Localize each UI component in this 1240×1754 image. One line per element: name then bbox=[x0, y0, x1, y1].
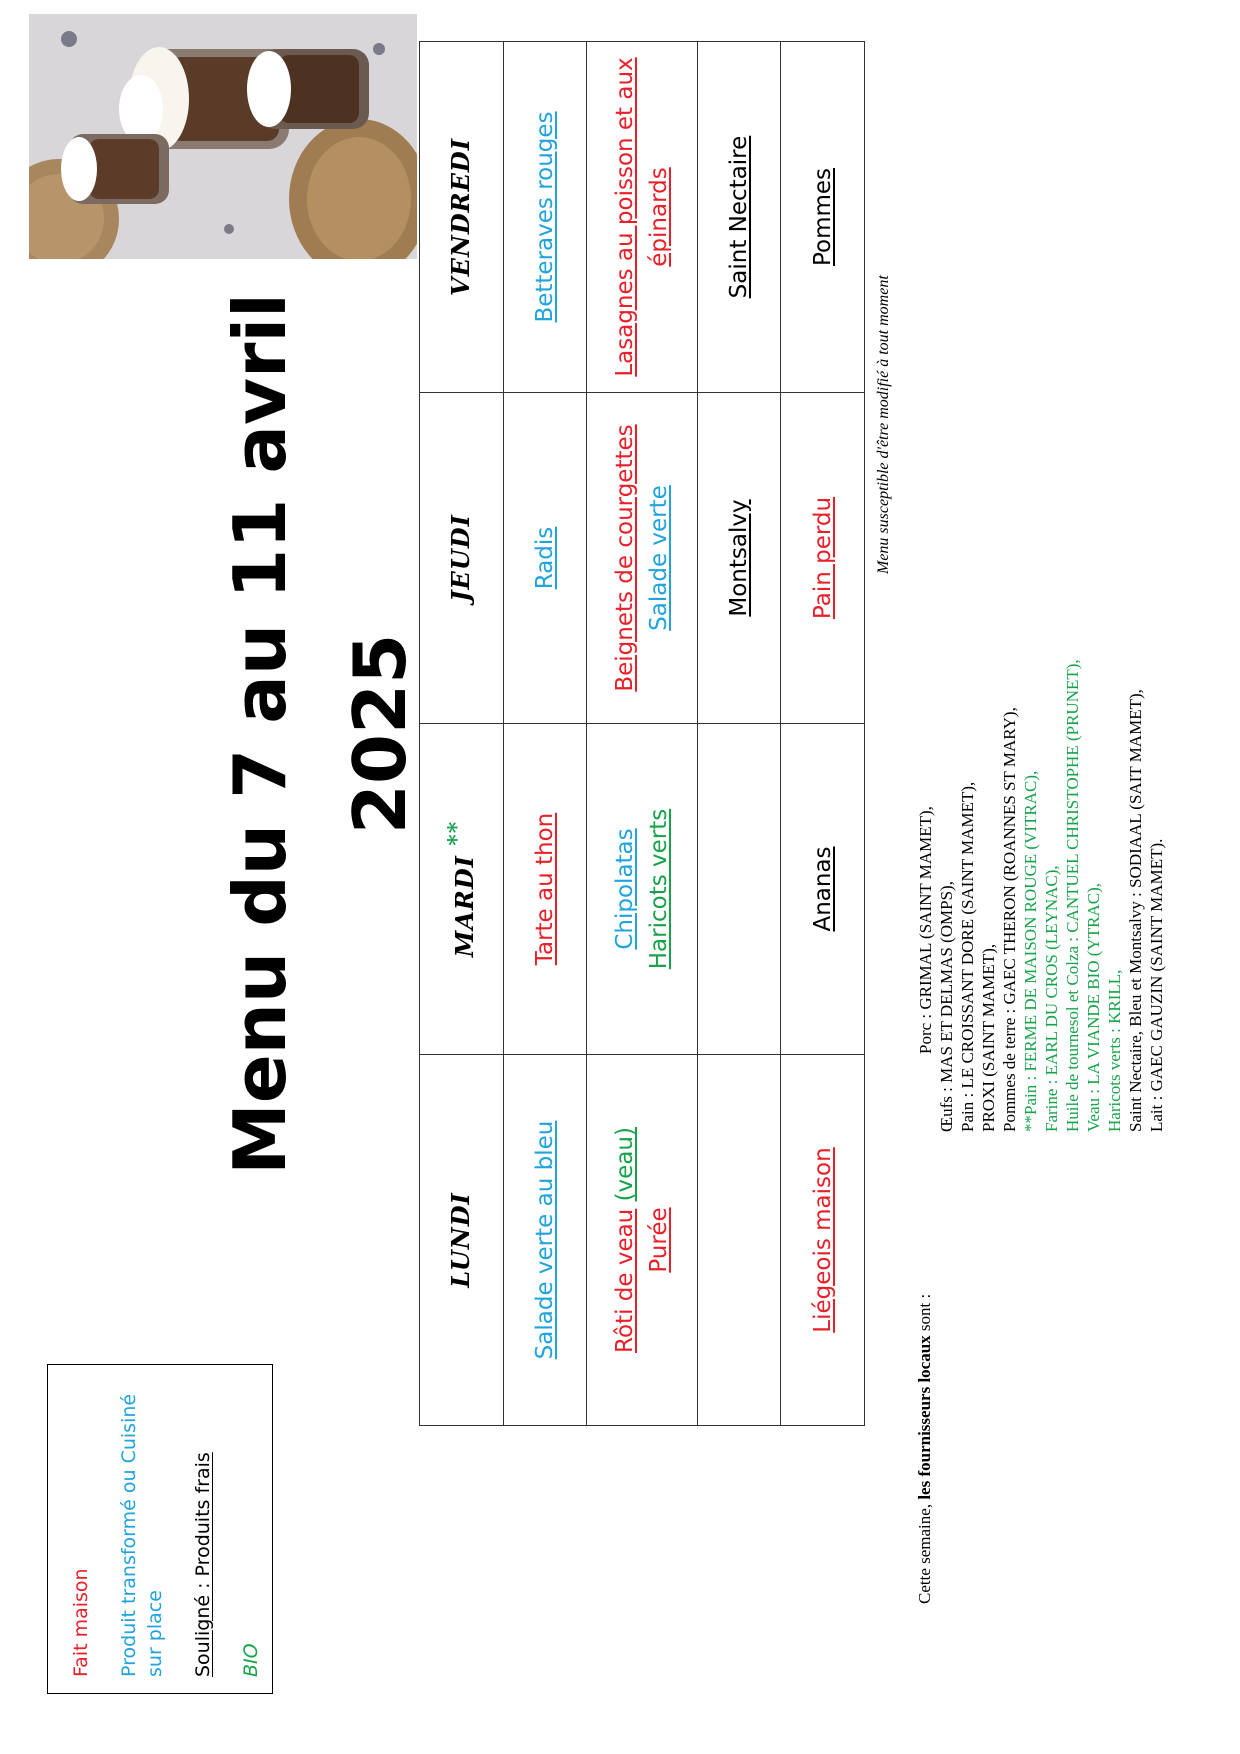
fromage-jeudi-text: Montsalvy bbox=[725, 499, 752, 617]
fromage-vendredi-text: Saint Nectaire bbox=[725, 135, 752, 299]
dessert-vendredi-text: Pommes bbox=[809, 167, 836, 267]
supplier-pain-bio: **Pain : FERME DE MAISON ROUGE (VITRAC), bbox=[1021, 770, 1040, 1132]
plat-lundi-veau: (veau) bbox=[611, 1127, 638, 1202]
dessert-lundi bbox=[781, 1055, 865, 1426]
supplier-oeufs: Œufs : MAS ET DELMAS (OMPS), bbox=[937, 881, 956, 1132]
title-line-1: Menu du 7 au 11 avril bbox=[218, 293, 302, 1175]
plat-jeudi-beignets: Beignets de courgettes bbox=[611, 424, 638, 692]
row-days bbox=[420, 42, 504, 1426]
row-desserts bbox=[781, 42, 865, 1426]
fromage-jeudi bbox=[697, 393, 781, 724]
entree-vendredi-text: Betteraves rouges bbox=[532, 111, 559, 323]
page-title bbox=[200, 234, 440, 1234]
plat-lundi-roti: Rôti de veau bbox=[611, 1208, 638, 1353]
plat-jeudi bbox=[587, 393, 697, 724]
supplier-pain: Pain : LE CROISSANT DORE (SAINT MAMET), bbox=[958, 781, 977, 1132]
supplier-porc: Porc : GRIMAL (SAINT MAMET), bbox=[916, 806, 935, 1054]
legend-produit-transforme: Produit transformé ou Cuisiné sur place bbox=[118, 1393, 166, 1677]
legend-bio: BIO bbox=[240, 1643, 262, 1677]
entree-jeudi-text: Radis bbox=[532, 526, 559, 590]
supplier-haricots: Haricots verts : KRILL, bbox=[1105, 969, 1124, 1132]
row-entrees bbox=[503, 42, 587, 1426]
dessert-mardi-text: Ananas bbox=[809, 846, 836, 932]
day-mardi bbox=[420, 724, 504, 1055]
day-lundi: LUNDI bbox=[420, 1055, 504, 1426]
dessert-jeudi bbox=[781, 393, 865, 724]
legend-souligne: Souligné : Produits frais bbox=[192, 1452, 214, 1677]
legend-fait-maison: Fait maison bbox=[70, 1568, 92, 1677]
clover-icon: ** bbox=[444, 820, 471, 846]
supplier-farine: Farine : EARL DU CROS (LEYNAC), bbox=[1042, 865, 1061, 1132]
plat-mardi-chipolatas: Chipolatas bbox=[611, 828, 638, 950]
suppliers-list bbox=[915, 434, 1167, 1154]
suppliers-intro-a: Cette semaine, bbox=[915, 1499, 934, 1604]
entree-jeudi bbox=[503, 393, 587, 724]
plat-lundi-puree: Purée bbox=[645, 1207, 672, 1273]
supplier-pommes-de-terre: Pommes de terre : GAEC THERON (ROANNES ST MARY), bbox=[1000, 707, 1019, 1132]
row-fromages bbox=[697, 42, 781, 1426]
entree-mardi bbox=[503, 724, 587, 1055]
fromage-vendredi bbox=[697, 42, 781, 393]
plat-lundi bbox=[587, 1055, 697, 1426]
plat-mardi-haricots: Haricots verts bbox=[645, 808, 672, 970]
legend-box bbox=[47, 1364, 273, 1694]
fromage-mardi bbox=[697, 724, 781, 1055]
dessert-vendredi bbox=[781, 42, 865, 393]
day-vendredi: VENDREDI bbox=[420, 42, 504, 393]
entree-lundi bbox=[503, 1055, 587, 1426]
row-plats bbox=[587, 42, 697, 1426]
supplier-huile: Huile de tournesol et Colza : CANTUEL CHRISTOPHE (PRUNET), bbox=[1063, 659, 1082, 1132]
title-line-2: 2025 bbox=[338, 633, 422, 835]
plat-mardi bbox=[587, 724, 697, 1055]
day-mardi-label: MARDI bbox=[450, 855, 480, 958]
menu-notice: Menu susceptible d'être modifié à tout moment bbox=[875, 275, 892, 574]
plat-vendredi-text: Lasagnes au poisson et aux épinards bbox=[611, 57, 672, 377]
plat-vendredi bbox=[587, 42, 697, 393]
suppliers-intro-c: sont : bbox=[915, 1293, 934, 1336]
fromage-lundi bbox=[697, 1055, 781, 1426]
entree-vendredi bbox=[503, 42, 587, 393]
dessert-jeudi-text: Pain perdu bbox=[809, 496, 836, 620]
dessert-photo bbox=[29, 14, 417, 259]
entree-mardi-text: Tarte au thon bbox=[532, 812, 559, 966]
plat-jeudi-salade: Salade verte bbox=[645, 485, 672, 631]
chocolate-mousse-image bbox=[29, 14, 417, 259]
supplier-veau: Veau : LA VIANDE BIO (YTRAC), bbox=[1084, 883, 1103, 1132]
dessert-mardi bbox=[781, 724, 865, 1055]
supplier-fromages: Saint Nectaire, Bleu et Montsalvy : SODIAAL (SAIT MAMET), bbox=[1126, 689, 1145, 1132]
suppliers-intro-bold: les fournisseurs locaux bbox=[915, 1335, 934, 1500]
supplier-lait: Lait : GAEC GAUZIN (SAINT MAMET). bbox=[1147, 838, 1166, 1132]
entree-lundi-text: Salade verte au bleu bbox=[532, 1120, 559, 1360]
day-jeudi: JEUDI bbox=[420, 393, 504, 724]
suppliers-intro bbox=[915, 1294, 935, 1604]
menu-table bbox=[419, 41, 865, 1426]
supplier-proxi: PROXI (SAINT MAMET), bbox=[979, 943, 998, 1132]
dessert-lundi-text: Liégeois maison bbox=[809, 1147, 836, 1333]
